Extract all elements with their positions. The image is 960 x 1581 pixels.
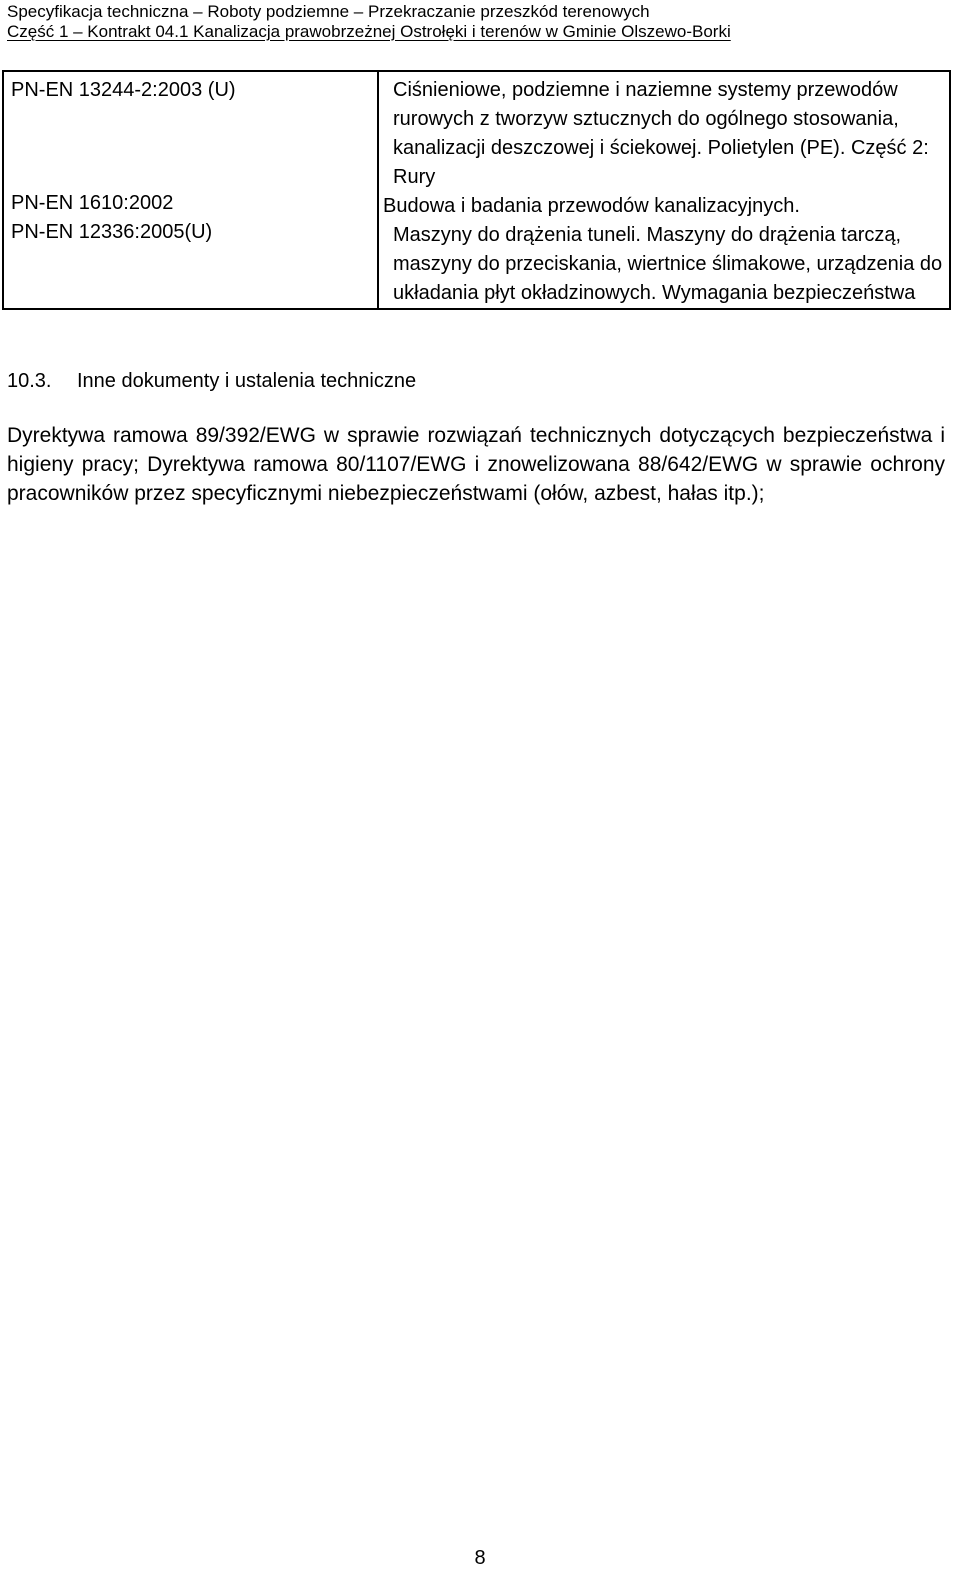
standard-code: PN-EN 13244-2:2003 (U) xyxy=(11,79,236,101)
page-number: 8 xyxy=(474,1547,486,1569)
section-title: Inne dokumenty i ustalenia techniczne xyxy=(77,370,417,392)
header-subtitle: Część 1 – Kontrakt 04.1 Kanalizacja prawobrzeżnej Ostrołęki i terenów w Gminie Olszewo-Borki xyxy=(7,22,731,41)
body-paragraph: Dyrektywa ramowa 89/392/EWG w sprawie rozwiązań technicznych dotyczących bezpieczeństwa i higieny pracy; Dyrektywa ramowa 80/1107/EWG i znowelizowana 88/642/EWG w sprawie ochrony pracowników przez specyficznymi niebezpieczeństwami (ołów, azbest, hałas itp.); xyxy=(7,424,945,505)
section-number: 10.3. xyxy=(7,370,52,392)
standard-code: PN-EN 1610:2002 xyxy=(11,192,174,214)
section-heading xyxy=(7,370,416,393)
standard-code: PN-EN 12336:2005(U) xyxy=(11,221,213,243)
page-header xyxy=(7,2,907,42)
standard-description: Ciśnieniowe, podziemne i naziemne systemy przewodów rurowych z tworzyw sztucznych do ogólnego stosowania, kanalizacji deszczowej i ściekowej. Polietylen (PE). Część 2: Rury xyxy=(393,79,929,188)
standards-table xyxy=(2,70,951,310)
standard-description: Maszyny do drążenia tuneli. Maszyny do drążenia tarczą, maszyny do przeciskania, wiertnice ślimakowe, urządzenia do układania płyt okładzinowych. Wymagania bezpieczeństwa xyxy=(393,224,943,304)
standard-description-cell xyxy=(378,71,950,309)
header-title: Specyfikacja techniczna – Roboty podziemne – Przekraczanie przeszkód terenowych xyxy=(7,2,650,21)
table-row xyxy=(3,71,950,309)
standard-code-cell xyxy=(3,71,378,309)
standard-description: Budowa i badania przewodów kanalizacyjnych. xyxy=(383,195,800,217)
